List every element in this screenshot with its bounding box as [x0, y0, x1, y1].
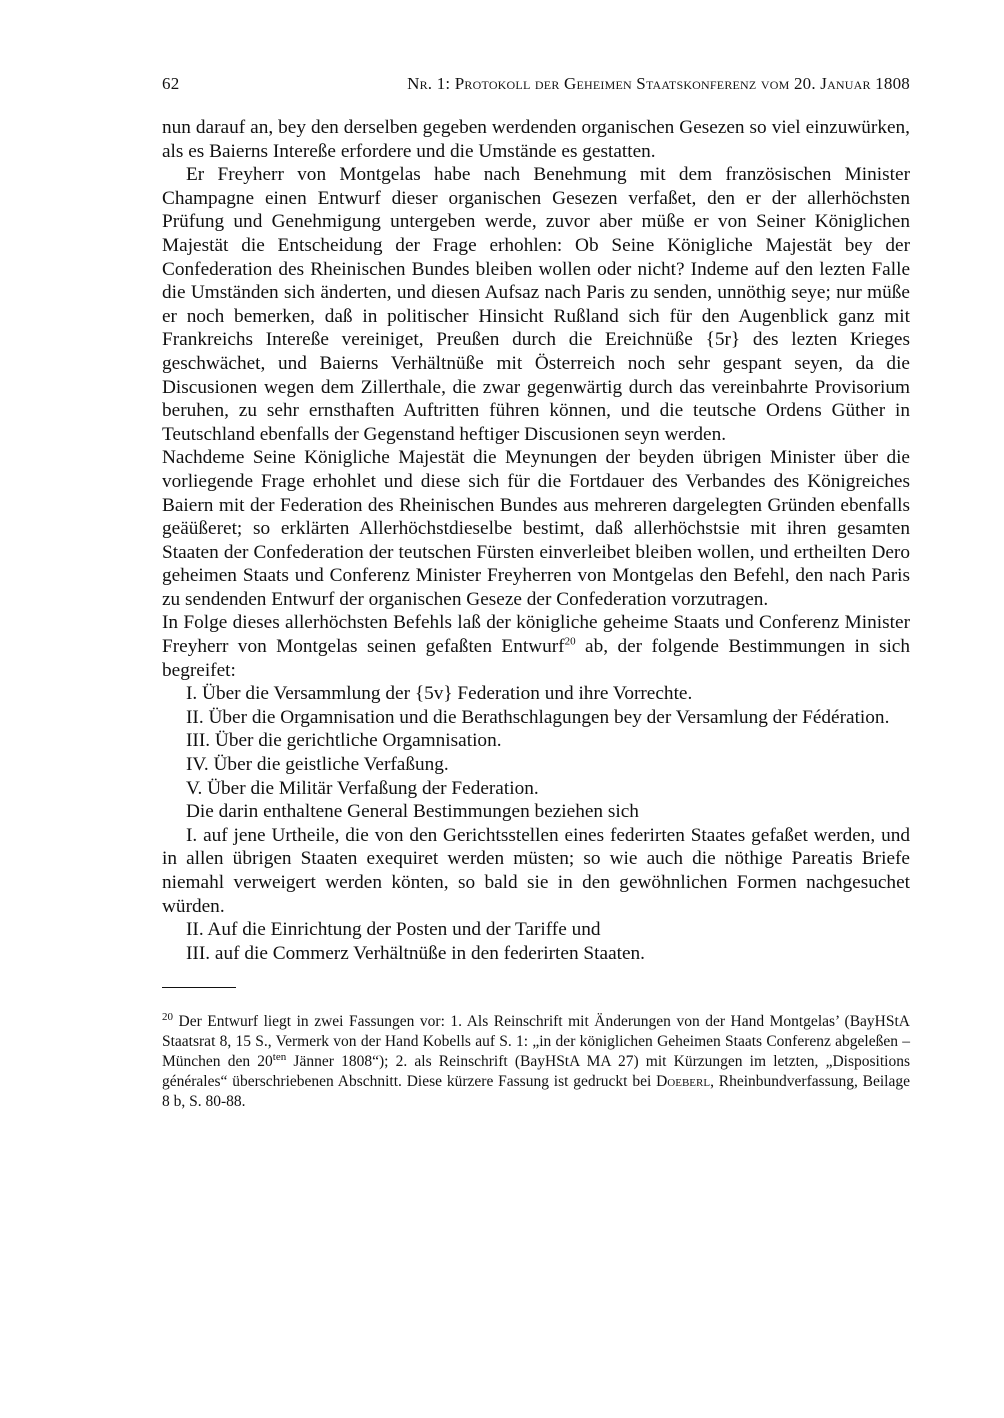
footnote-text-end: , Rheinbundverfassung, Beilage 8 b, S. 80-88.	[162, 1072, 910, 1110]
footnote-text: Der Entwurf liegt in zwei Fassungen vor: 1. Als Reinschrift mit Änderungen von der Hand Montgelas’ (BayHStA Staatsrat 8, 15 S., Vermerk von der Hand Kobells auf S. 1: „in der königlichen Geheimen Staats Conferenz abgeleßen – München den 20	[162, 1013, 910, 1070]
paragraph-continuation: nun darauf an, bey den derselben gegeben werdenden organischen Gesezen so viel einzuwürken, als es Baierns Intereße erfordere und die Umstände es gestatten.	[162, 117, 910, 162]
page-number: 62	[162, 74, 180, 93]
main-text	[162, 116, 910, 965]
footnote-20	[162, 1012, 910, 1111]
paragraph-montgelas-report: Er Freyherr von Montgelas habe nach Benehmung mit dem französischen Minister Champagne einen Entwurf dieser organischen Gesezen verfaßet, den er der allerhöchsten Prüfung und Genehmigung untergeben werde, zuvor aber müße er von Seiner Königlichen Majestät die Entscheidung der Frage erhohlen: Ob Seine Königliche Majestät bey der Confederation des Rheinischen Bundes bleiben wollen oder nicht? Indeme auf den lezten Falle die Umständen sich änderten, und diesen Aufsaz nach Paris zu senden, unnöthig seye; nur müße er noch bemerken, daß in politischer Hinsicht Rußland sich für den Augenblick ganz mit Frankreichs Intereße vereiniget, Preußen durch die Ereichnüße {5r} des lezten Krieges geschwächet, und Baierns Verhältnüße mit Österreich noch sehr gespant seyen, da die Discusionen wegen dem Zillerthale, die zwar gegenwärtig durch das vereinbahrte Provisorium beruhen, zu sehr ernsthaften Auftritten führen können, und die teutsche Ordens Güther in Teutschland ebenfalls der Gegenstand heftiger Discusionen seyn werden.	[162, 164, 910, 445]
footnote-text-continued: Jänner 1808“); 2. als Reinschrift (BayHStA MA 27) mit Kürzungen im letzten, „Dispositions générales“ überschriebenen Abschnitt. Diese kürzere Fassung ist gedruckt bei	[162, 1052, 910, 1090]
running-header	[162, 72, 910, 100]
general-provisions-intro: Die darin enthaltene General Bestimmungen beziehen sich	[186, 801, 639, 823]
document-page	[162, 72, 910, 1111]
draft-intro-text-end: ab, der folgende Bestimmungen in sich begreifet:	[162, 636, 911, 681]
general-provision-item: I. auf jene Urtheile, die von den Gerichtsstellen eines federirten Staates gefaßet werden, und in allen übrigen Staaten exequiret werden müsten; so wie auch die nöthige Pareatis Briefe niemahl verweigert werden könten, so bald sie in den gewöhnlichen Formen nachgesuchet würden.	[162, 824, 910, 917]
list-item: IV. Über die geistliche Verfaßung.	[186, 754, 449, 776]
footnote-reference[interactable]: 20	[564, 635, 576, 648]
resolution-paragraph: Nachdeme Seine Königliche Majestät die Meynungen der beyden übrigen Minister über die vorliegende Frage erhohlet und diese sich für die Fortdauer des Verbandes des Königreiches Baiern mit der Federation des Rheinischen Bundes aus mehreren dargelegten Gründen ebenfalls geäüßeret; so erklärten Allerhöchstdieselbe bestimt, daß allerhöchstsie mit ihren gesamten Staaten der Confederation der teutschen Fürsten einverleibet bleiben wollen, und ertheilten Dero geheimen Staats und Conferenz Minister Freyherren von Montgelas den Befehl, den nach Paris zu sendenden Entwurf der organischen Geseze der Confederation vorzutragen.	[162, 447, 910, 610]
general-provision-item: II. Auf die Einrichtung der Posten und der Tariffe und	[186, 919, 601, 941]
footnote-number: 20	[162, 1011, 173, 1024]
draft-intro-text: In Folge dieses allerhöchsten Befehls laß der königliche geheime Staats und Conferenz Minister Freyherr von Montgelas seinen gefaßten Entwurf	[162, 612, 910, 658]
footnote-superscript: ten	[272, 1050, 287, 1063]
list-item: II. Über die Orgamnisation und die Berathschlagungen bey der Versamlung der Fédération.	[186, 706, 890, 728]
list-item: I. Über die Versammlung der {5v} Federation und ihre Vorrechte.	[186, 683, 693, 705]
paragraph-draft-intro	[162, 611, 910, 682]
footnote-divider	[162, 987, 236, 988]
general-provision-item: III. auf die Commerz Verhältnüße in den federirten Staaten.	[186, 942, 646, 964]
running-title: Nr. 1: Protokoll der Geheimen Staatskonferenz vom 20. Januar 1808	[407, 74, 910, 93]
footnote-author: Doeberl	[656, 1072, 711, 1090]
list-item: III. Über die gerichtliche Orgamnisation.	[186, 730, 502, 752]
list-item: V. Über die Militär Verfaßung der Federation.	[186, 777, 539, 799]
